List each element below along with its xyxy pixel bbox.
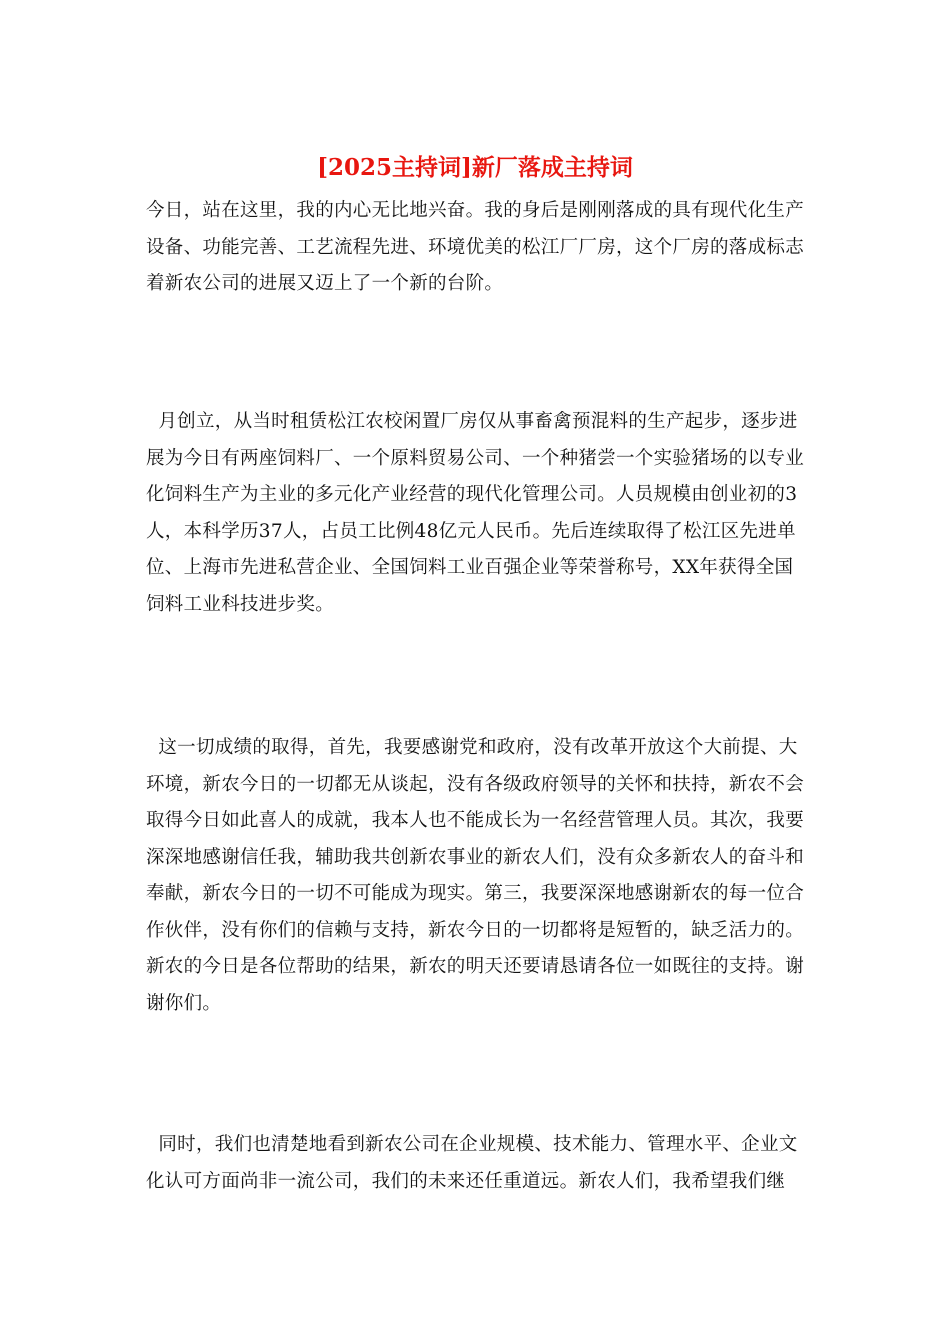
paragraph-1: 今日，站在这里，我的内心无比地兴奋。我的身后是刚刚落成的具有现代化生产设备、功能完善、工艺流程先进、环境优美的松江厂厂房，这个厂房的落成标志着新农公司的进展又迈上了一个新的台阶。 — [146, 200, 805, 294]
paragraph-3: 这一切成绩的取得，首先，我要感谢党和政府，没有改革开放这个大前提、大环境，新农今日的一切都无从谈起，没有各级政府领导的关怀和扶持，新农不会取得今日如此喜人的成就，我本人也不能成长为一名经营管理人员。其次，我要深深地感谢信任我，辅助我共创新农事业的新农人们，没有众多新农人的奋斗和奉献，新农今日的一切不可能成为现实。第三，我要深深地感谢新农的每一位合作伙伴，没有你们的信赖与支持，新农今日的一切都将是短暂的，缺乏活力的。新农的今日是各位帮助的结果，新农的明天还要请恳请各位一如既往的支持。谢谢你们。 — [146, 737, 805, 1014]
document-title: [2025主持词]新厂落成主持词 — [317, 154, 633, 181]
paragraph-2: 月创立，从当时租赁松江农校闲置厂房仅从事畜禽预混料的生产起步，逐步进展为今日有两座饲料厂、一个原料贸易公司、一个种猪尝一个实验猪场的以专业化饲料生产为主业的多元化产业经营的现代化管理公司。人员规模由创业初的3人，本科学历37人，占员工比例48亿元人民币。先后连续取得了松江区先进单位、上海市先进私营企业、全国饲料工业百强企业等荣誉称号，XX年获得全国饲料工业科技进步奖。 — [146, 411, 805, 615]
paragraph-4: 同时，我们也清楚地看到新农公司在企业规模、技术能力、管理水平、企业文化认可方面尚非一流公司，我们的未来还任重道远。新农人们，我希望我们继 — [146, 1134, 798, 1192]
